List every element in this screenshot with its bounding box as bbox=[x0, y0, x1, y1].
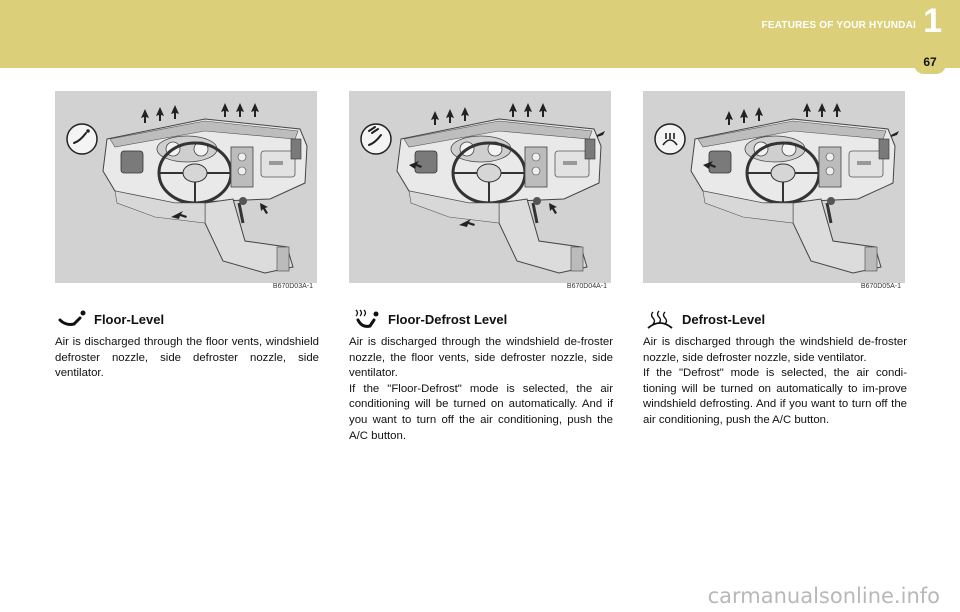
watermark: carmanualsonline.info bbox=[707, 584, 940, 608]
figure-floor-defrost-level bbox=[349, 91, 611, 283]
header-band bbox=[0, 0, 960, 68]
section-number: 1 bbox=[923, 2, 942, 40]
figure-floor-level bbox=[55, 91, 317, 283]
paragraph: Air is discharged through the floor vents, windshield defroster nozzle, side defroster nozzle, side ventilator. bbox=[55, 336, 319, 380]
figure-caption: B670D05A-1 bbox=[860, 283, 901, 290]
mode-heading-floor-defrost bbox=[350, 306, 507, 332]
paragraph: Air is discharged through the windshield de-froster nozzle, the floor vents, side defroster nozzle, side ventilator. bbox=[349, 336, 613, 380]
defrost-mode-icon bbox=[644, 306, 676, 332]
figure-caption: B670D04A-1 bbox=[566, 283, 607, 290]
airflow-arrows bbox=[349, 91, 611, 283]
mode-title: Floor-Level bbox=[94, 311, 165, 327]
mode-heading-defrost bbox=[644, 306, 765, 332]
paragraph: If the "Floor-Defrost" mode is selected, the air conditioning will be turned on automatically. And if you want to turn off the air conditioning, push the A/C button. bbox=[349, 382, 613, 442]
airflow-arrows bbox=[643, 91, 905, 283]
mode-description-floor bbox=[55, 335, 319, 382]
floor-defrost-mode-icon bbox=[350, 306, 382, 332]
page-number: 67 bbox=[914, 50, 946, 74]
airflow-arrows bbox=[55, 91, 317, 283]
mode-heading-floor bbox=[56, 306, 164, 332]
mode-description-floor-defrost bbox=[349, 335, 613, 444]
paragraph: Air is discharged through the windshield de-froster nozzle, side defroster nozzle, side ventilator. bbox=[643, 336, 907, 364]
floor-mode-icon bbox=[56, 306, 88, 332]
figure-defrost-level bbox=[643, 91, 905, 283]
mode-title: Floor-Defrost Level bbox=[388, 311, 508, 327]
paragraph: If the "Defrost" mode is selected, the air condi-tioning will be turned on automatically to im-prove windshield defrosting. And if you want to turn off the air conditioning, push the A/C button. bbox=[643, 367, 907, 426]
figure-caption: B670D03A-1 bbox=[272, 283, 313, 290]
mode-description-defrost bbox=[643, 335, 907, 429]
mode-title: Defrost-Level bbox=[682, 311, 766, 327]
section-title: FEATURES OF YOUR HYUNDAI bbox=[761, 20, 916, 31]
